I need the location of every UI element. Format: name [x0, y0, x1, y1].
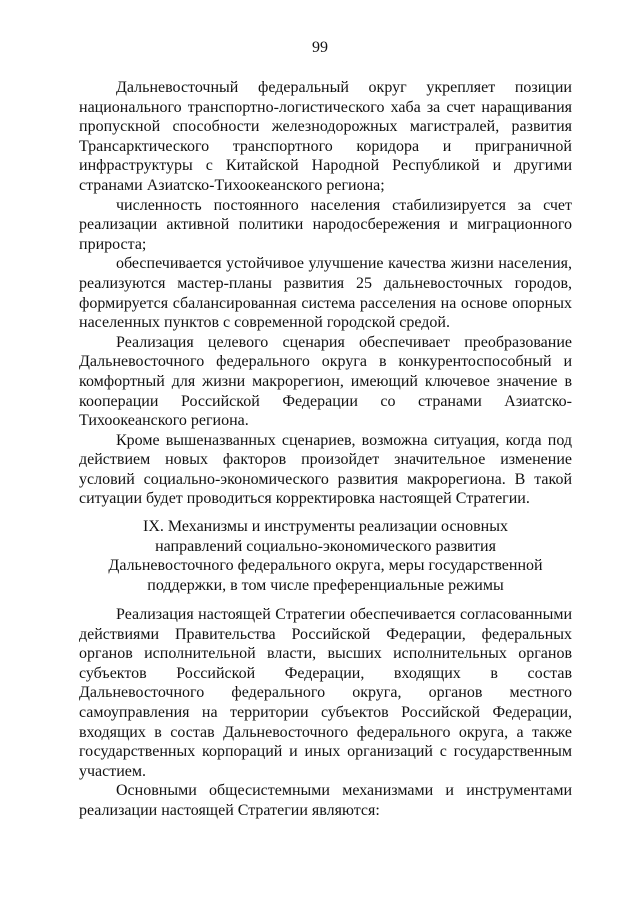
section-heading-line: Дальневосточного федерального округа, меры государственной	[108, 557, 543, 575]
paragraph: Реализация настоящей Стратегии обеспечивается согласованными действиями Правительства Российской Федерации, федеральных органов исполнительной власти, высших исполнительных органов субъектов Российской Федерации, входящих в состав Дальневосточного федерального округа, органов местного самоуправления на территории субъектов Российской Федерации, входящих в состав Дальневосточного федерального округа, а также государственных корпораций и иных организаций с государственным участием.	[79, 606, 572, 780]
paragraph: Основными общесистемными механизмами и инструментами реализации настоящей Стратегии являются:	[79, 782, 572, 819]
section-heading-line: поддержки, в том числе преференциальные режимы	[147, 576, 504, 594]
section-heading-line: направлений социально-экономического развития	[155, 537, 496, 555]
section-heading	[79, 517, 572, 595]
paragraph: обеспечивается устойчивое улучшение качества жизни населения, реализуются мастер-планы развития 25 дальневосточных городов, формируется сбалансированная система расселения на основе опорных населенных пунктов с современной городской средой.	[79, 255, 572, 332]
page-number: 99	[312, 39, 328, 56]
paragraph: Реализация целевого сценария обеспечивает преобразование Дальневосточного федерального округа в конкурентоспособный и комфортный для жизни макрорегион, имеющий ключевое значение в кооперации Российской Федерации со странами Азиатско-Тихоокеанского региона.	[79, 333, 572, 430]
paragraph: Кроме вышеназванных сценариев, возможна ситуация, когда под действием новых факторов произойдет значительное изменение условий социально-экономического развития макрорегиона. В такой ситуации будет проводиться корректировка настоящей Стратегии.	[79, 431, 572, 508]
body-text-top	[79, 78, 572, 509]
body-text-bottom	[79, 605, 572, 821]
section-heading-line: IX. Механизмы и инструменты реализации основных	[143, 518, 508, 535]
paragraph: Дальневосточный федеральный округ укрепляет позиции национального транспортно-логистического хаба за счет наращивания пропускной способности железнодорожных магистралей, развития Трансарктического транспортного коридора и приграничной инфраструктуры с Китайской Народной Республикой и другими странами Азиатско-Тихоокеанского региона;	[79, 79, 572, 194]
paragraph: численность постоянного населения стабилизируется за счет реализации активной политики народосбережения и миграционного прироста;	[79, 196, 572, 253]
